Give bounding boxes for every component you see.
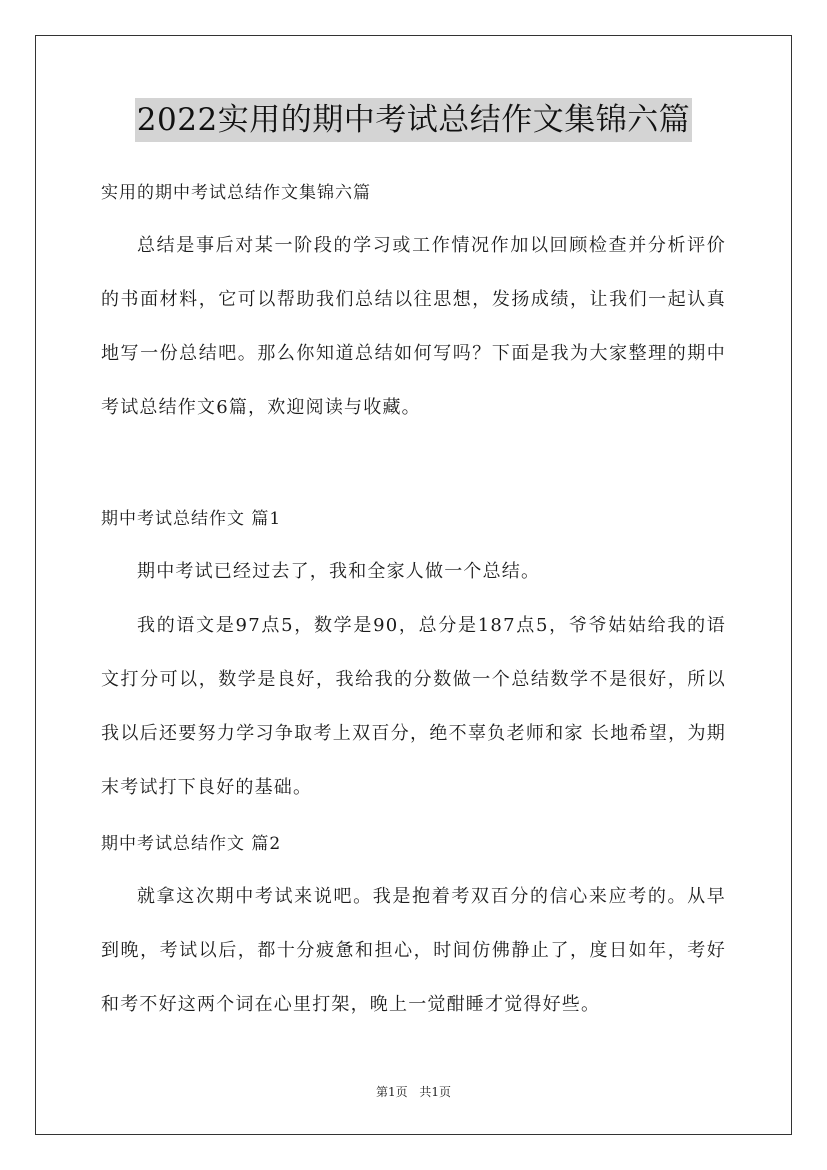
page-number: 第1页 [375, 1085, 408, 1099]
section-1-paragraph-2: 我的语文是97点5，数学是90，总分是187点5，爷爷姑姑给我的语文打分可以，数学是良好，我给我的分数做一个总结数学不是很好，所以我以后还要努力学习争取考上双百分，绝不辜负老师和家 长地希望，为期末考试打下良好的基础。 [101, 615, 726, 798]
section-2-paragraph-1: 就拿这次期中考试来说吧。我是抱着考双百分的信心来应考的。从早到晚，考试以后，都十分疲惫和担心，时间仿佛静止了，度日如年，考好和考不好这两个词在心里打架，晚上一觉酣睡才觉得好些。 [101, 886, 726, 1015]
title-container [0, 98, 827, 142]
document-subtitle: 实用的期中考试总结作文集锦六篇 [101, 183, 371, 203]
page-footer [0, 1084, 827, 1100]
page-total: 共1页 [419, 1085, 452, 1099]
document-title: 2022实用的期中考试总结作文集锦六篇 [135, 98, 692, 142]
section-heading-1: 期中考试总结作文 篇1 [101, 509, 282, 529]
intro-paragraph: 总结是事后对某一阶段的学习或工作情况作加以回顾检查并分析评价的书面材料，它可以帮助我们总结以往思想，发扬成绩，让我们一起认真地写一份总结吧。那么你知道总结如何写吗？下面是我为大家整理的期中考试总结作文6篇，欢迎阅读与收藏。 [101, 235, 726, 418]
section-heading-2: 期中考试总结作文 篇2 [101, 834, 282, 854]
section-1-paragraph-1: 期中考试已经过去了，我和全家人做一个总结。 [137, 561, 541, 582]
